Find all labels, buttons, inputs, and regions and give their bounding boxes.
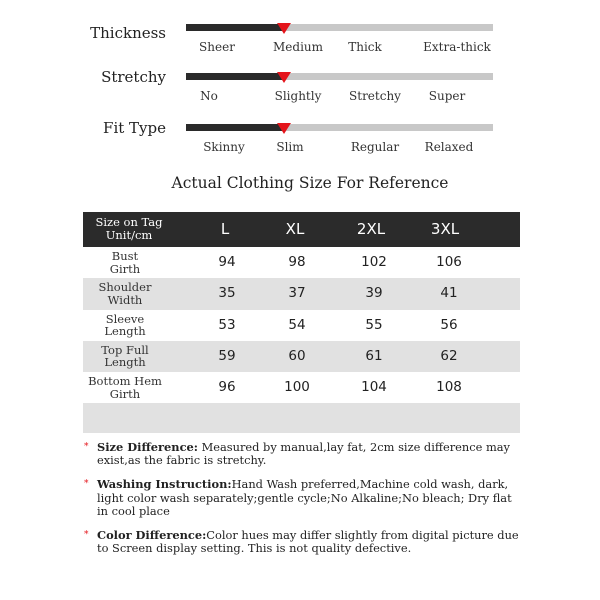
table-cell: 60 (288, 347, 306, 364)
star-bullet-icon: * (84, 442, 89, 452)
notes-section (84, 441, 524, 566)
table-cell: 62 (440, 347, 458, 364)
table-cell: 37 (288, 285, 306, 302)
star-bullet-icon: * (84, 479, 89, 490)
thickness-option-medium: Medium (272, 40, 324, 54)
table-cell: 108 (436, 379, 462, 396)
fit-type-option-skinny: Skinny (203, 140, 245, 154)
table-cell: 59 (218, 347, 236, 364)
table-cell: 100 (284, 379, 310, 396)
table-row-top-full-length (83, 341, 520, 372)
row-label (83, 281, 167, 306)
row-label-line2: Length (104, 355, 146, 370)
table-row-bottom-hem-girth (83, 372, 520, 403)
table-row-bust-girth (83, 247, 520, 278)
stretchy-option-stretchy: Stretchy (349, 89, 401, 103)
table-cell: 55 (365, 316, 383, 333)
thickness-option-thick: Thick (348, 40, 382, 54)
note-text: Color hues may differ slightly from digital picture due to Screen display setting. This is not quality defective. (97, 528, 519, 556)
stretchy-label: Stretchy (101, 68, 166, 86)
thickness-option-sheer: Sheer (199, 40, 235, 54)
table-cell: 56 (440, 316, 458, 333)
thickness-option-extra-thick: Extra-thick (423, 40, 491, 54)
row-label (79, 375, 171, 400)
thickness-bar-fill (186, 24, 284, 31)
note-heading: Washing Instruction: (97, 477, 232, 492)
stretchy-bar-fill (186, 73, 284, 80)
stretchy-option-slightly: Slightly (274, 89, 322, 103)
fit-type-marker-icon (277, 123, 291, 134)
star-bullet-icon: * (84, 530, 89, 541)
fit-type-option-slim: Slim (276, 140, 304, 154)
note-heading: Color Difference: (97, 528, 207, 543)
row-label-line2: Width (107, 292, 143, 307)
stretchy-option-no: No (200, 89, 218, 103)
note-heading: Size Difference: (97, 440, 198, 454)
size-table-header (83, 212, 520, 247)
table-cell: 96 (218, 379, 236, 396)
stretchy-marker-icon (277, 72, 291, 83)
fit-type-scale (0, 119, 600, 172)
row-label-line1: Bottom Hem (88, 374, 162, 389)
size-on-tag-line2: Unit/cm (105, 228, 153, 242)
row-label (83, 344, 167, 369)
table-cell: 41 (440, 285, 458, 302)
table-cell: 104 (361, 379, 387, 396)
size-header-2xl: 2XL (356, 220, 386, 238)
thickness-bar (186, 24, 493, 31)
size-table (83, 212, 520, 433)
size-header-l: L (220, 220, 230, 238)
thickness-scale (0, 22, 600, 72)
table-cell: 102 (361, 254, 387, 270)
row-label-line1: Bust (111, 249, 139, 263)
note-text: Hand Wash preferred,Machine cold wash, dark, light color wash separately;gentle cycle;No Alkaline;No bleach; Dry flat in cool place (97, 477, 512, 518)
table-cell: 35 (218, 285, 236, 302)
size-on-tag-label (83, 216, 175, 242)
table-cell: 54 (288, 316, 306, 333)
row-label (83, 250, 167, 275)
table-row-shoulder-width (83, 278, 520, 309)
fit-type-option-relaxed: Relaxed (424, 140, 474, 154)
fit-type-option-regular: Regular (350, 140, 400, 154)
table-row-sleeve-length (83, 310, 520, 341)
row-label-line2: Length (104, 324, 146, 339)
stretchy-option-super: Super (428, 89, 466, 103)
row-label-line1: Top Full (101, 342, 149, 357)
table-cell: 98 (288, 254, 306, 270)
table-cell: 39 (365, 285, 383, 302)
note-size-difference (84, 441, 524, 467)
size-header-xl: XL (285, 220, 305, 238)
thickness-marker-icon (277, 23, 291, 34)
row-label-line1: Shoulder (98, 280, 152, 295)
row-label-line2: Girth (109, 386, 141, 401)
row-label (83, 313, 167, 338)
stretchy-scale (0, 68, 600, 121)
note-text: Measured by manual,lay fat, 2cm size difference may exist,as the fabric is stretchy. (97, 440, 510, 468)
size-header-3xl: 3XL (430, 220, 460, 238)
size-table-title: Actual Clothing Size For Reference (171, 174, 449, 192)
row-label-line2: Girth (109, 261, 141, 276)
table-cell: 106 (436, 254, 462, 270)
size-on-tag-line1: Size on Tag (95, 215, 163, 229)
fit-type-bar-fill (186, 124, 284, 131)
thickness-label: Thickness (90, 24, 166, 42)
table-cell: 94 (218, 254, 236, 270)
row-label-line1: Sleeve (105, 311, 145, 326)
table-cell: 53 (218, 316, 236, 333)
fit-type-label: Fit Type (103, 119, 166, 137)
table-row-empty (83, 403, 520, 433)
fit-type-bar (186, 124, 493, 131)
note-color-difference (84, 529, 524, 555)
note-washing-instruction (84, 478, 524, 518)
table-cell: 61 (365, 347, 383, 364)
stretchy-bar (186, 73, 493, 80)
